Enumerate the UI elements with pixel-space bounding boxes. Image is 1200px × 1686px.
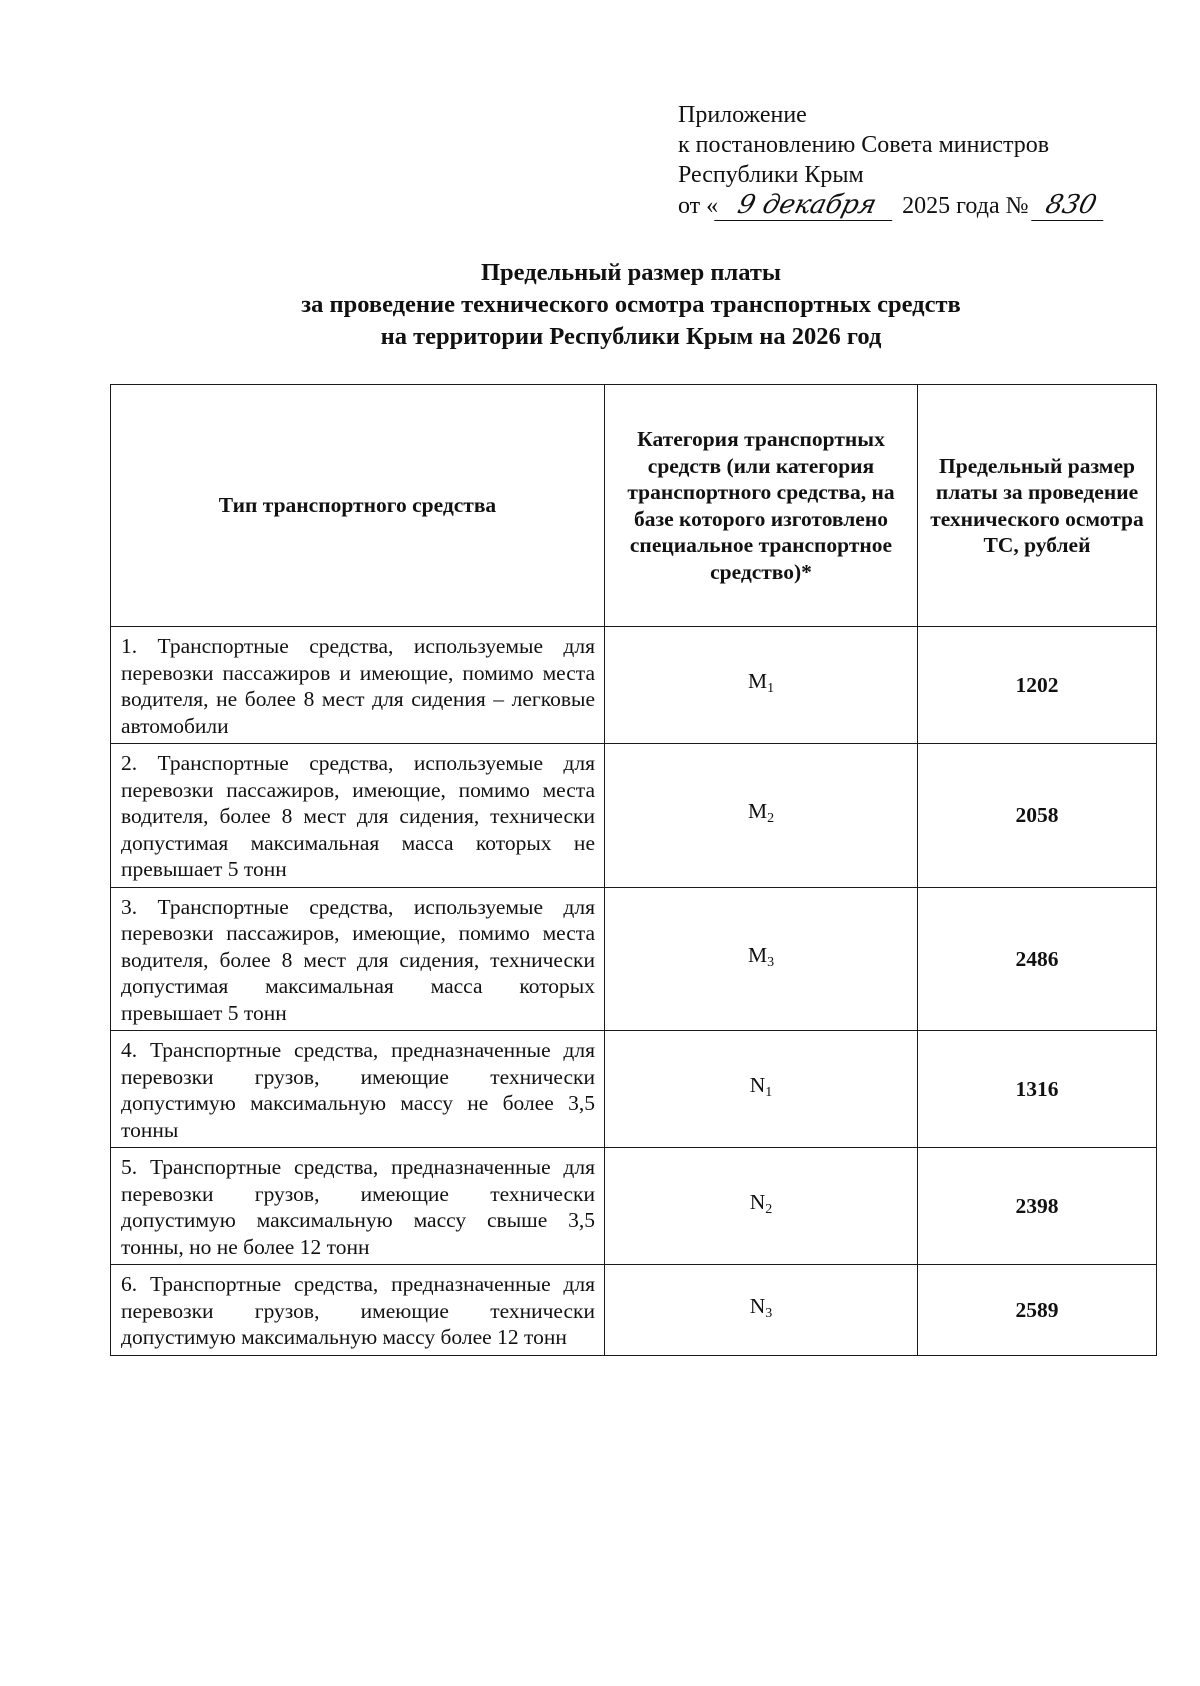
category-index: 2: [767, 811, 775, 826]
row-category: [605, 1031, 918, 1148]
fees-table: [110, 384, 1157, 1356]
row-price: 1316: [918, 1031, 1157, 1148]
appendix-decree: к постановлению Совета министров: [678, 132, 1050, 158]
appendix-block: [678, 100, 1107, 221]
title-line-1: Предельный размер платы: [480, 259, 782, 286]
category-letter: M: [747, 942, 768, 967]
row-price: 2058: [918, 744, 1157, 888]
row-price: 2398: [918, 1148, 1157, 1265]
row-category: [605, 744, 918, 888]
appendix-date-line: [678, 190, 1107, 221]
appendix-republic: Республики Крым: [678, 162, 864, 188]
header-max-fee: Предельный размер платы за проведение технического осмотра ТС, рублей: [918, 385, 1157, 627]
row-category: [605, 887, 918, 1031]
category-letter: N: [749, 1293, 766, 1318]
row-vehicle-type: 6. Транспортные средства, предназначенные для перевозки грузов, имеющие технически допустимую максимальную массу более 12 тонн: [111, 1265, 605, 1356]
category-index: 2: [765, 1201, 773, 1217]
row-vehicle-type: 2. Транспортные средства, используемые для перевозки пассажиров, имеющие, помимо места водителя, более 8 мест для сидения, технически допустимая максимальная масса которых не превышает 5 тонн: [111, 744, 605, 888]
document-title: [0, 257, 1200, 353]
category-letter: M: [747, 668, 768, 693]
table-row: [111, 744, 1157, 888]
category-letter: M: [747, 799, 768, 823]
category-letter: N: [749, 1072, 766, 1097]
category-index: 3: [765, 1305, 773, 1321]
header-vehicle-type: Тип транспортного средства: [111, 385, 605, 627]
table-row: [111, 1148, 1157, 1265]
row-vehicle-type: 1. Транспортные средства, используемые для перевозки пассажиров и имеющие, помимо места водителя, не более 8 мест для сидения – легковые автомобили: [111, 627, 605, 744]
row-vehicle-type: 5. Транспортные средства, предназначенные для перевозки грузов, имеющие технически допустимую максимальную массу свыше 3,5 тонны, но не более 12 тонн: [111, 1148, 605, 1265]
row-price: 2589: [918, 1265, 1157, 1356]
year-text: 2025 года №: [902, 193, 1029, 219]
row-category: [605, 1148, 918, 1265]
table-row: [111, 1031, 1157, 1148]
category-index: 1: [767, 680, 775, 696]
row-category: [605, 1265, 918, 1356]
row-price: 1202: [918, 627, 1157, 744]
title-line-2: за проведение технического осмотра транспортных средств: [301, 291, 961, 318]
handwritten-number: 830: [1031, 190, 1111, 221]
row-vehicle-type: 4. Транспортные средства, предназначенные для перевозки грузов, имеющие технически допустимую максимальную массу не более 3,5 тонны: [111, 1031, 605, 1148]
appendix-title: Приложение: [678, 102, 807, 128]
row-price: 2486: [918, 887, 1157, 1031]
table-row: [111, 1265, 1157, 1356]
table-row: [111, 627, 1157, 744]
title-line-3: на территории Республики Крым на 2026 год: [380, 323, 882, 350]
date-prefix: от «: [678, 193, 719, 219]
handwritten-date: 9 декабря: [714, 190, 900, 221]
row-vehicle-type: 3. Транспортные средства, используемые для перевозки пассажиров, имеющие, помимо места водителя, более 8 мест для сидения, технически допустимая максимальная масса которых превышает 5 тонн: [111, 887, 605, 1031]
row-category: [605, 627, 918, 744]
table-row: [111, 887, 1157, 1031]
table-header-row: [111, 385, 1157, 627]
category-letter: N: [749, 1189, 766, 1214]
category-index: 1: [765, 1084, 773, 1100]
header-vehicle-category: Категория транспортных средств (или категория транспортного средства, на базе которого изготовлено специальное транспортное средство)*: [605, 385, 918, 627]
category-index: 3: [767, 954, 775, 970]
